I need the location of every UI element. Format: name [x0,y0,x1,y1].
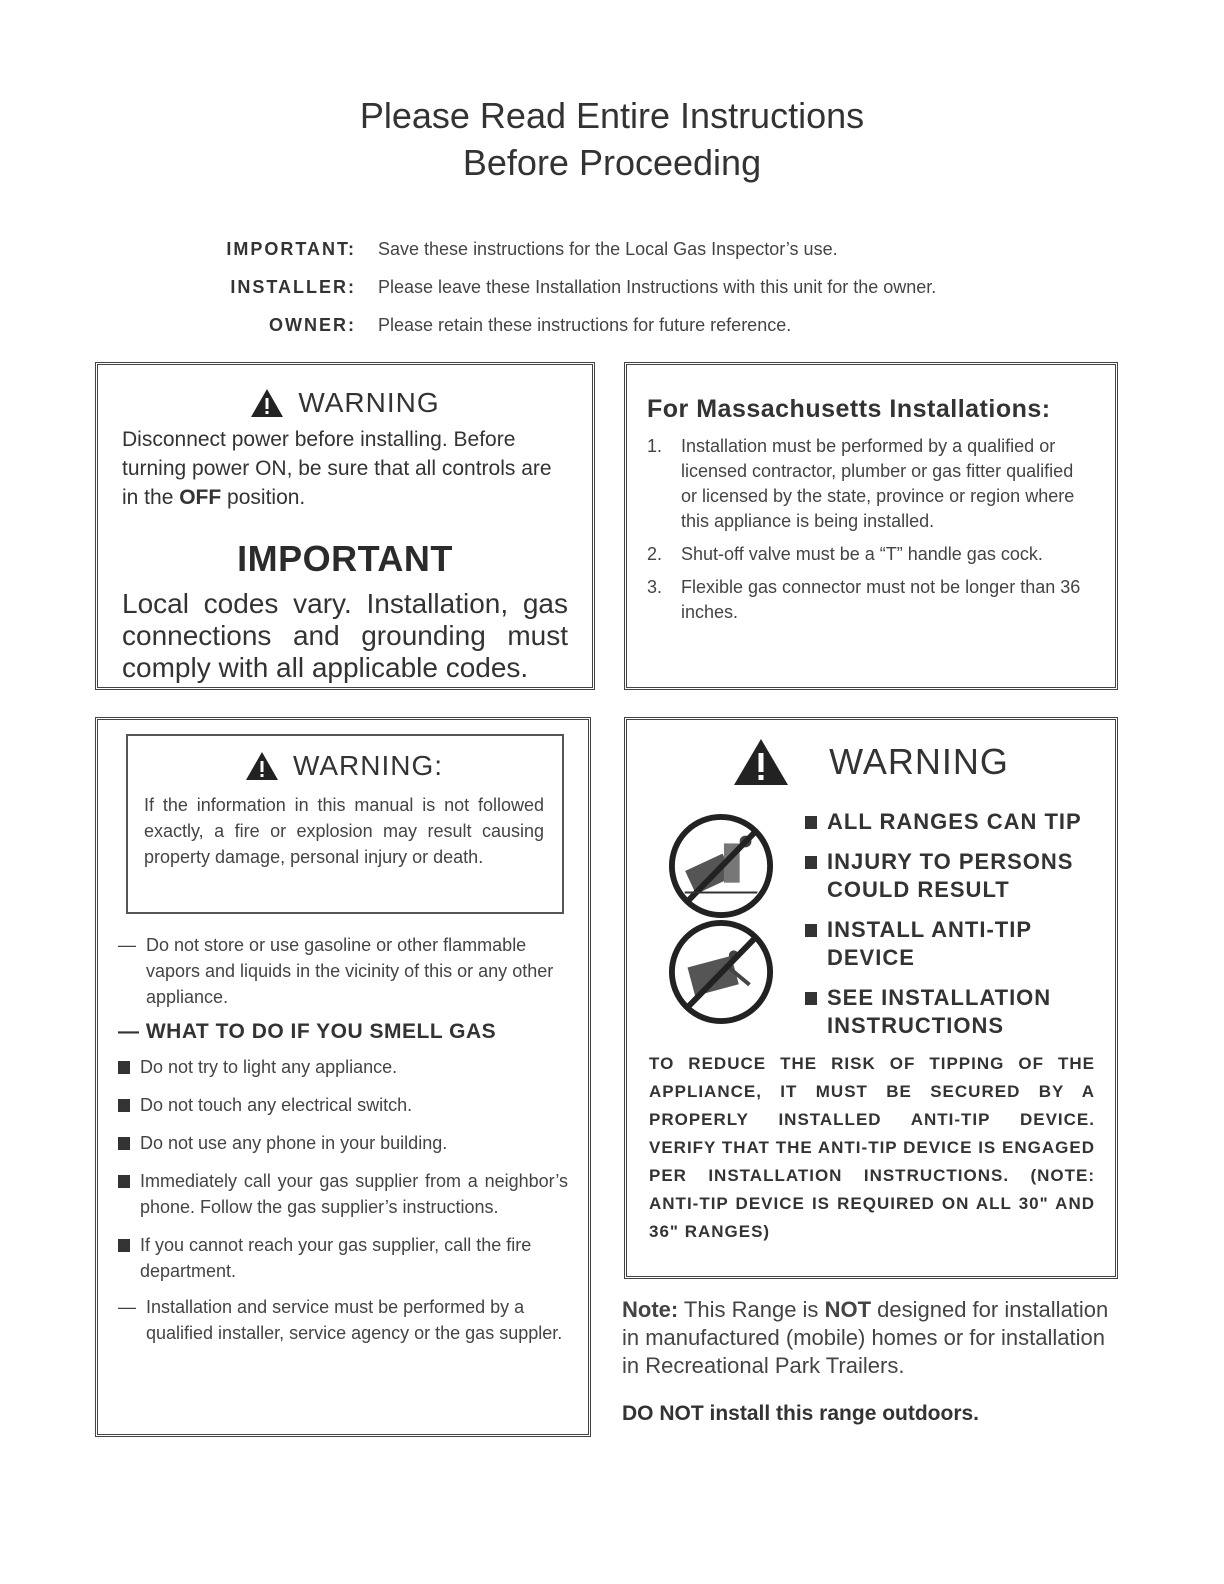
bullet-square-icon [118,1175,130,1188]
bullet-square-icon [118,1137,130,1150]
bullet-square-icon [805,992,817,1005]
dash-mark: — [118,1297,136,1317]
notice-row [190,230,936,268]
warning-triangle-icon [250,388,284,418]
anti-tip-items [805,808,1105,1040]
list-item [647,434,1091,534]
gas-instructions [118,932,568,1346]
bullet-square-icon [118,1099,130,1112]
gas-bullet-item [118,1168,568,1220]
bullet-text: Do not use any phone in your building. [140,1133,448,1153]
item-number: 2. [647,544,663,564]
item-number: 1. [647,436,663,456]
massachusetts-title: For Massachusetts Installations: [647,395,1051,423]
range-tipping-icon [667,812,775,920]
list-item [647,542,1091,567]
list-item [647,575,1091,625]
notice-label: IMPORTANT: [226,238,356,259]
important-heading: IMPORTANT [237,538,453,579]
gas-warning-box [95,717,591,1437]
warning-triangle-icon [245,751,279,781]
do-not-store-text: Do not store or use gasoline or other flammable vapors and liquids in the vicinity of this or any other appliance. [146,935,554,1007]
tip-bullet-item [805,916,1105,972]
item-text: Shut-off valve must be a “T” handle gas cock. [681,544,1043,564]
item-text: Installation must be performed by a qualified or licensed contractor, plumber or gas fitter qualified or licensed by the state, province or region where this appliance is being installed. [681,436,1075,531]
tip-item-text: INJURY TO PERSONS COULD RESULT [827,849,1074,902]
installation-service-item [118,1294,568,1346]
power-warning-box [95,362,595,690]
tip-item-text: INSTALL ANTI-TIP DEVICE [827,917,1032,970]
notice-row [190,306,936,344]
item-number: 3. [647,577,663,597]
bullet-square-icon [805,924,817,937]
power-warning-heading [122,387,568,419]
installation-service-text: Installation and service must be performed by a qualified installer, service agency or the gas suppler. [146,1297,563,1343]
bullet-text: Do not try to light any appliance. [140,1057,398,1077]
item-text: Flexible gas connector must not be longer than 36 inches. [681,577,1081,622]
title-line-1: Please Read Entire Instructions [359,95,865,136]
fire-explosion-text: If the information in this manual is not followed exactly, a fire or explosion may result causing property damage, personal injury or death. [144,795,544,867]
bullet-square-icon [805,816,817,829]
warning-triangle-icon [733,738,789,786]
disconnect-power-text [122,425,568,512]
title-line-2: Before Proceeding [462,142,762,183]
note-text-1: This Range is [678,1297,825,1322]
anti-tip-warning-heading [627,738,1115,786]
note-text-2: designed for installation in manufactured (mobile) homes or for installation in Recreational Park Trailers. [622,1297,1109,1378]
range-note [622,1296,1122,1426]
disconnect-text-after: position. [221,486,306,509]
tip-item-text: ALL RANGES CAN TIP [827,809,1082,834]
notice-row [190,268,936,306]
bullet-square-icon [118,1239,130,1252]
tip-bullet-item [805,984,1105,1040]
note-label: Note: [622,1297,679,1322]
smell-gas-heading: — WHAT TO DO IF YOU SMELL GAS [118,1020,497,1043]
note-not: NOT [824,1297,872,1322]
bullet-text: Do not touch any electrical switch. [140,1095,413,1115]
tip-bullet-item [805,848,1105,904]
notice-text: Save these instructions for the Local Gas Inspector’s use. [378,238,838,259]
gas-bullet-item [118,1092,568,1118]
massachusetts-box [624,362,1118,690]
bullet-text: Immediately call your gas supplier from a neighbor’s phone. Follow the gas supplier’s instructions. [140,1171,568,1217]
local-codes-text: Local codes vary. Installation, gas connections and grounding must comply with all applicable codes. [122,588,568,683]
bullet-text: If you cannot reach your gas supplier, call the fire department. [140,1235,532,1281]
mobile-home-note [622,1296,1122,1380]
notice-label: INSTALLER: [230,276,356,297]
outdoors-warning: DO NOT install this range outdoors. [622,1402,980,1425]
gas-bullet-item [118,1232,568,1284]
dash-mark: — [118,935,136,955]
bullet-square-icon [118,1061,130,1074]
warning-label: WARNING: [292,750,444,781]
gas-bullet-item [118,1130,568,1156]
page-title [0,92,1224,186]
tip-item-text: SEE INSTALLATION INSTRUCTIONS [827,985,1052,1038]
gas-warning-heading [144,750,544,782]
warning-label: WARNING [298,387,440,418]
off-label: OFF [179,486,222,509]
do-not-store-item [118,932,568,1010]
gas-bullet-item [118,1054,568,1080]
fire-explosion-warning [126,734,564,914]
anti-tip-paragraph: TO REDUCE THE RISK OF TIPPING OF THE APPLIANCE, IT MUST BE SECURED BY A PROPERLY INSTALLED ANTI-TIP DEVICE. VERIFY THAT THE ANTI-TIP DEVICE IS ENGAGED PER INSTALLATION INSTRUCTIONS. (NOTE: ANTI-TIP DEVICE IS REQUIRED ON ALL 30" AND 36" RANGES) [649,1054,1095,1241]
notice-text: Please leave these Installation Instructions with this unit for the owner. [378,276,937,297]
bullet-square-icon [805,856,817,869]
child-on-door-icon [667,918,775,1026]
warning-label: WARNING [829,741,1009,782]
notice-list [190,230,936,344]
notice-text: Please retain these instructions for future reference. [378,314,792,335]
disconnect-text-before: Disconnect power before installing. Before turning power ON, be sure that all controls are in the [122,428,552,509]
massachusetts-list [647,434,1091,625]
anti-tip-warning-box [624,717,1118,1279]
tip-bullet-item [805,808,1105,836]
notice-label: OWNER: [269,314,356,335]
